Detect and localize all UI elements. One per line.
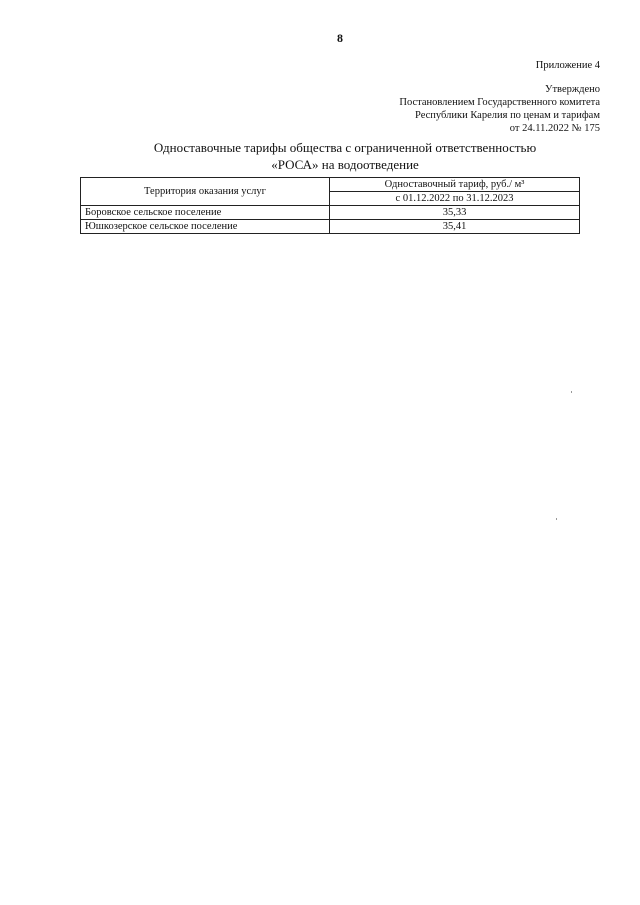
table-row (81, 206, 580, 220)
territory-cell: Юшкозерское сельское поселение (81, 220, 330, 234)
approval-line-resolution: Постановлением Государственного комитета (399, 97, 600, 108)
document-title-line-1: Одноставочные тарифы общества с ограниченной ответственностью (153, 140, 537, 155)
territory-cell: Боровское сельское поселение (81, 206, 330, 220)
approval-line-committee: Республики Карелия по ценам и тарифам (415, 110, 600, 121)
page-number: 8 (337, 31, 343, 45)
scan-speck (571, 391, 572, 393)
scan-speck (556, 518, 557, 520)
tariff-table (80, 177, 580, 234)
document-title-line-2: «РОСА» на водоотведение (271, 157, 419, 172)
appendix-label: Приложение 4 (535, 60, 600, 71)
header-period: с 01.12.2022 по 31.12.2023 (330, 192, 580, 206)
approval-line-approved: Утверждено (545, 84, 600, 95)
table-header-row (81, 178, 580, 192)
header-territory: Территория оказания услуг (81, 178, 330, 206)
approval-block (399, 83, 600, 135)
tariff-value-cell: 35,41 (330, 220, 580, 234)
tariff-value-cell: 35,33 (330, 206, 580, 220)
table-row (81, 220, 580, 234)
approval-line-date: от 24.11.2022 № 175 (509, 123, 600, 134)
document-title (60, 139, 630, 173)
header-tariff: Одноставочный тариф, руб./ м³ (330, 178, 580, 192)
